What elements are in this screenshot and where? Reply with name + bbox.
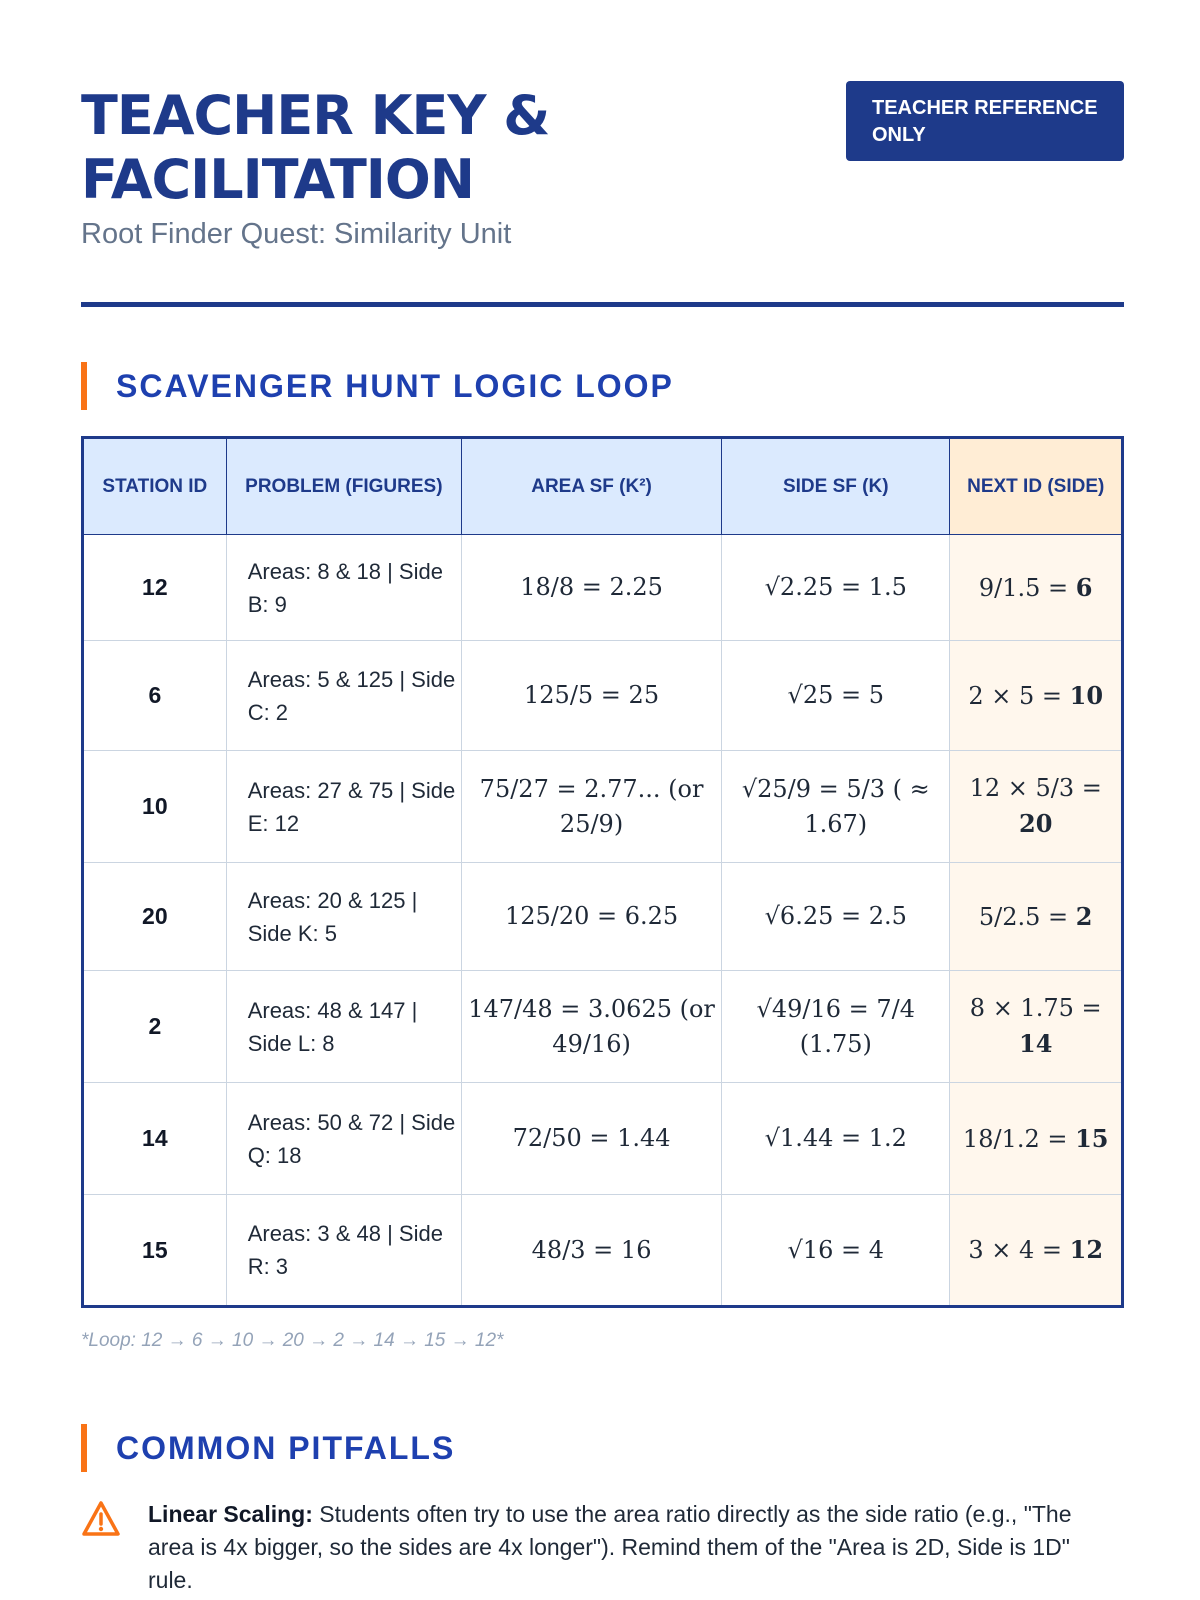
problem-cell: Areas: 20 & 125 | Side K: 5 [226, 863, 461, 971]
problem-cell: Areas: 5 & 125 | Side C: 2 [226, 641, 461, 751]
next-id-cell [950, 1195, 1123, 1307]
area-sf-cell: 75/27 = 2.77... (or 25/9) [462, 751, 722, 863]
section-heading-common-pitfalls: COMMON PITFALLS [81, 1424, 455, 1472]
col-header-side-sf: SIDE SF (K) [722, 438, 950, 535]
table-row [83, 641, 1123, 751]
next-id-value: 2 [1075, 901, 1093, 931]
next-id-cell [950, 863, 1123, 971]
next-id-value: 10 [1069, 680, 1104, 710]
next-id-expression: 9/1.5 = [978, 573, 1076, 602]
table-header-row [83, 438, 1123, 535]
next-id-value: 14 [1019, 1029, 1053, 1058]
pitfall-title: Linear Scaling: [148, 1501, 313, 1527]
next-id-value: 12 [1069, 1235, 1104, 1264]
side-sf-cell: √25 = 5 [722, 641, 950, 751]
station-id-cell: 6 [83, 641, 227, 751]
header-divider [81, 302, 1124, 307]
pitfall-text [148, 1498, 1108, 1597]
table-row [83, 535, 1123, 641]
area-sf-cell: 125/5 = 25 [462, 641, 722, 751]
next-id-value: 15 [1075, 1123, 1109, 1153]
station-id-cell: 2 [83, 971, 227, 1083]
station-id-cell: 15 [83, 1195, 227, 1307]
next-id-cell [950, 751, 1123, 863]
next-id-expression: 8 × 1.75 = [969, 994, 1102, 1022]
station-id-cell: 14 [83, 1083, 227, 1195]
area-sf-cell: 18/8 = 2.25 [462, 535, 722, 641]
col-header-next-id: NEXT ID (SIDE) [950, 438, 1123, 535]
side-sf-cell: √1.44 = 1.2 [722, 1083, 950, 1195]
side-sf-cell: √49/16 = 7/4 (1.75) [722, 971, 950, 1083]
page-title: TEACHER KEY & FACILITATION [81, 84, 550, 211]
col-header-station-id: STATION ID [83, 438, 227, 535]
next-id-expression: 2 × 5 = [968, 681, 1070, 710]
col-header-area-sf: AREA SF (K²) [462, 438, 722, 535]
side-sf-cell: √6.25 = 2.5 [722, 863, 950, 971]
next-id-expression: 18/1.2 = [962, 1124, 1076, 1153]
page-subtitle: Root Finder Quest: Similarity Unit [81, 218, 512, 250]
station-id-cell: 10 [83, 751, 227, 863]
col-header-problem: PROBLEM (FIGURES) [226, 438, 461, 535]
next-id-cell [950, 1083, 1123, 1195]
logic-loop-table [81, 436, 1124, 1308]
next-id-value: 20 [1019, 809, 1053, 838]
problem-cell: Areas: 8 & 18 | Side B: 9 [226, 535, 461, 641]
problem-cell: Areas: 48 & 147 | Side L: 8 [226, 971, 461, 1083]
table-row [83, 1195, 1123, 1307]
area-sf-cell: 48/3 = 16 [462, 1195, 722, 1307]
problem-cell: Areas: 50 & 72 | Side Q: 18 [226, 1083, 461, 1195]
next-id-cell [950, 641, 1123, 751]
area-sf-cell: 72/50 = 1.44 [462, 1083, 722, 1195]
teacher-reference-badge: TEACHER REFERENCE ONLY [846, 81, 1124, 161]
table-row [83, 751, 1123, 863]
side-sf-cell: √16 = 4 [722, 1195, 950, 1307]
next-id-cell [950, 971, 1123, 1083]
next-id-expression: 3 × 4 = [968, 1236, 1070, 1264]
section-heading-logic-loop: SCAVENGER HUNT LOGIC LOOP [81, 362, 674, 410]
loop-sequence-note: *Loop: 12 → 6 → 10 → 20 → 2 → 14 → 15 → 12* [81, 1330, 504, 1351]
area-sf-cell: 125/20 = 6.25 [462, 863, 722, 971]
side-sf-cell: √25/9 = 5/3 ( ≈ 1.67) [722, 751, 950, 863]
station-id-cell: 20 [83, 863, 227, 971]
table-row [83, 1083, 1123, 1195]
warning-icon [81, 1500, 121, 1538]
next-id-expression: 12 × 5/3 = [969, 774, 1102, 802]
problem-cell: Areas: 3 & 48 | Side R: 3 [226, 1195, 461, 1307]
next-id-cell [950, 535, 1123, 641]
problem-cell: Areas: 27 & 75 | Side E: 12 [226, 751, 461, 863]
next-id-expression: 5/2.5 = [978, 902, 1076, 931]
table-row [83, 863, 1123, 971]
station-id-cell: 12 [83, 535, 227, 641]
area-sf-cell: 147/48 = 3.0625 (or 49/16) [462, 971, 722, 1083]
next-id-value: 6 [1075, 572, 1093, 602]
side-sf-cell: √2.25 = 1.5 [722, 535, 950, 641]
table-row [83, 971, 1123, 1083]
pitfall-body: Students often try to use the area ratio directly as the side ratio (e.g., "The area is 4x bigger, so the sides are 4x longer"). Remind them of the "Area is 2D, Side is 1D" rule. [148, 1501, 1072, 1593]
